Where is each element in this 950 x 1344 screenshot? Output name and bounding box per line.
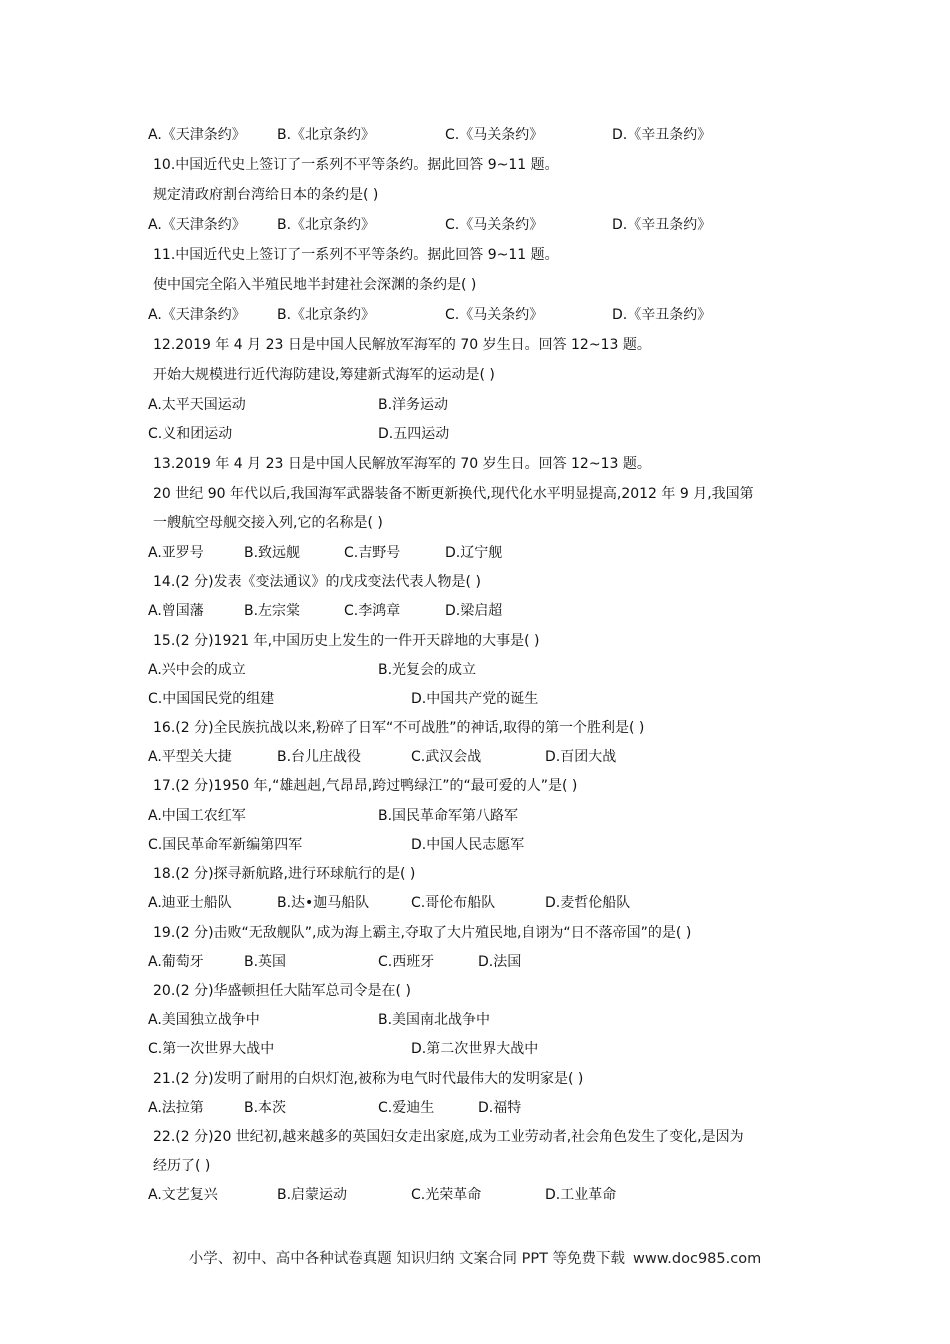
q16-option-d: D.百团大战: [545, 749, 617, 765]
q18-option-a: A.迪亚士船队: [148, 895, 232, 911]
q11-question: 使中国完全陷入半殖民地半封建社会深渊的条约是( ): [153, 277, 477, 293]
q16-stem: 16.(2 分)全民族抗战以来,粉碎了日军“不可战胜”的神话,取得的第一个胜利是( ): [153, 720, 645, 736]
q10-question: 规定清政府割台湾给日本的条约是( ): [153, 187, 379, 203]
q13-option-c: C.吉野号: [344, 545, 401, 561]
q18-option-c: C.哥伦布船队: [411, 895, 496, 911]
q20-stem: 20.(2 分)华盛顿担任大陆军总司令是在( ): [153, 983, 411, 999]
q21-option-a: A.法拉第: [148, 1100, 204, 1116]
q18-stem: 18.(2 分)探寻新航路,进行环球航行的是( ): [153, 866, 416, 882]
q16-option-b: B.台儿庄战役: [277, 749, 362, 765]
q10-option-b: B.《北京条约》: [277, 217, 376, 233]
q10-option-c: C.《马关条约》: [445, 217, 544, 233]
q18-option-b: B.达•迦马船队: [277, 895, 370, 911]
q14-option-d: D.梁启超: [445, 603, 503, 619]
q15-stem: 15.(2 分)1921 年,中国历史上发生的一件开天辟地的大事是( ): [153, 633, 540, 649]
q17-option-d: D.中国人民志愿军: [411, 837, 525, 853]
q21-stem: 21.(2 分)发明了耐用的白炽灯泡,被称为电气时代最伟大的发明家是( ): [153, 1071, 584, 1087]
q22-stem-line1: 22.(2 分)20 世纪初,越来越多的英国妇女走出家庭,成为工业劳动者,社会角色发生了变化,是因为: [153, 1129, 744, 1145]
q10-option-d: D.《辛丑条约》: [612, 217, 712, 233]
q13-question-line2: 一艘航空母舰交接入列,它的名称是( ): [153, 515, 383, 531]
q21-option-c: C.爱迪生: [378, 1100, 435, 1116]
q22-option-a: A.文艺复兴: [148, 1187, 218, 1203]
footer-site-link[interactable]: www.doc985.com: [633, 1251, 762, 1267]
q16-option-c: C.武汉会战: [411, 749, 482, 765]
q12-option-a: A.太平天国运动: [148, 397, 246, 413]
q19-option-d: D.法国: [478, 954, 522, 970]
q15-option-d: D.中国共产党的诞生: [411, 691, 539, 707]
q11-option-d: D.《辛丑条约》: [612, 307, 712, 323]
q17-option-b: B.国民革命军第八路军: [378, 808, 519, 824]
q11-option-b: B.《北京条约》: [277, 307, 376, 323]
q12-option-d: D.五四运动: [378, 426, 450, 442]
q11-option-c: C.《马关条约》: [445, 307, 544, 323]
q13-option-d: D.辽宁舰: [445, 545, 503, 561]
q13-option-b: B.致远舰: [244, 545, 301, 561]
q12-option-c: C.义和团运动: [148, 426, 233, 442]
q17-stem: 17.(2 分)1950 年,“雄赳赳,气昂昂,跨过鸭绿江”的“最可爱的人”是( ): [153, 778, 578, 794]
q20-option-b: B.美国南北战争中: [378, 1012, 491, 1028]
q9-option-c: C.《马关条约》: [445, 127, 544, 143]
q10-stem: 10.中国近代史上签订了一系列不平等条约。据此回答 9~11 题。: [153, 157, 559, 173]
q22-option-b: B.启蒙运动: [277, 1187, 348, 1203]
q22-option-c: C.光荣革命: [411, 1187, 482, 1203]
q11-stem: 11.中国近代史上签订了一系列不平等条约。据此回答 9~11 题。: [153, 247, 559, 263]
q13-question-line1: 20 世纪 90 年代以后,我国海军武器装备不断更新换代,现代化水平明显提高,2012 年 9 月,我国第: [153, 486, 754, 502]
q20-option-d: D.第二次世界大战中: [411, 1041, 539, 1057]
page-footer: [0, 1247, 950, 1268]
q21-option-d: D.福特: [478, 1100, 522, 1116]
q14-option-a: A.曾国藩: [148, 603, 204, 619]
q22-stem-line2: 经历了( ): [153, 1158, 211, 1174]
q12-option-b: B.洋务运动: [378, 397, 449, 413]
q15-option-c: C.中国国民党的组建: [148, 691, 275, 707]
q13-option-a: A.亚罗号: [148, 545, 204, 561]
q14-stem: 14.(2 分)发表《变法通议》的戊戌变法代表人物是( ): [153, 574, 481, 590]
q10-option-a: A.《天津条约》: [148, 217, 246, 233]
q20-option-c: C.第一次世界大战中: [148, 1041, 275, 1057]
q14-option-b: B.左宗棠: [244, 603, 301, 619]
q17-option-a: A.中国工农红军: [148, 808, 246, 824]
q19-option-b: B.英国: [244, 954, 287, 970]
q21-option-b: B.本茨: [244, 1100, 287, 1116]
q20-option-a: A.美国独立战争中: [148, 1012, 260, 1028]
footer-text: 小学、初中、高中各种试卷真题 知识归纳 文案合同 PPT 等免费下载: [188, 1251, 626, 1267]
q19-option-c: C.西班牙: [378, 954, 435, 970]
q15-option-a: A.兴中会的成立: [148, 662, 246, 678]
q9-option-b: B.《北京条约》: [277, 127, 376, 143]
q13-stem: 13.2019 年 4 月 23 日是中国人民解放军海军的 70 岁生日。回答 12~13 题。: [153, 456, 651, 472]
q11-option-a: A.《天津条约》: [148, 307, 246, 323]
q22-option-d: D.工业革命: [545, 1187, 617, 1203]
q12-question: 开始大规模进行近代海防建设,筹建新式海军的运动是( ): [153, 367, 495, 383]
q17-option-c: C.国民革命军新编第四军: [148, 837, 303, 853]
q18-option-d: D.麦哲伦船队: [545, 895, 631, 911]
q19-stem: 19.(2 分)击败“无敌舰队”,成为海上霸主,夺取了大片殖民地,自诩为“日不落帝国”的是( ): [153, 925, 692, 941]
q9-option-a: A.《天津条约》: [148, 127, 246, 143]
q12-stem: 12.2019 年 4 月 23 日是中国人民解放军海军的 70 岁生日。回答 12~13 题。: [153, 337, 651, 353]
q15-option-b: B.光复会的成立: [378, 662, 477, 678]
q16-option-a: A.平型关大捷: [148, 749, 232, 765]
q19-option-a: A.葡萄牙: [148, 954, 204, 970]
q9-option-d: D.《辛丑条约》: [612, 127, 712, 143]
q14-option-c: C.李鸿章: [344, 603, 401, 619]
